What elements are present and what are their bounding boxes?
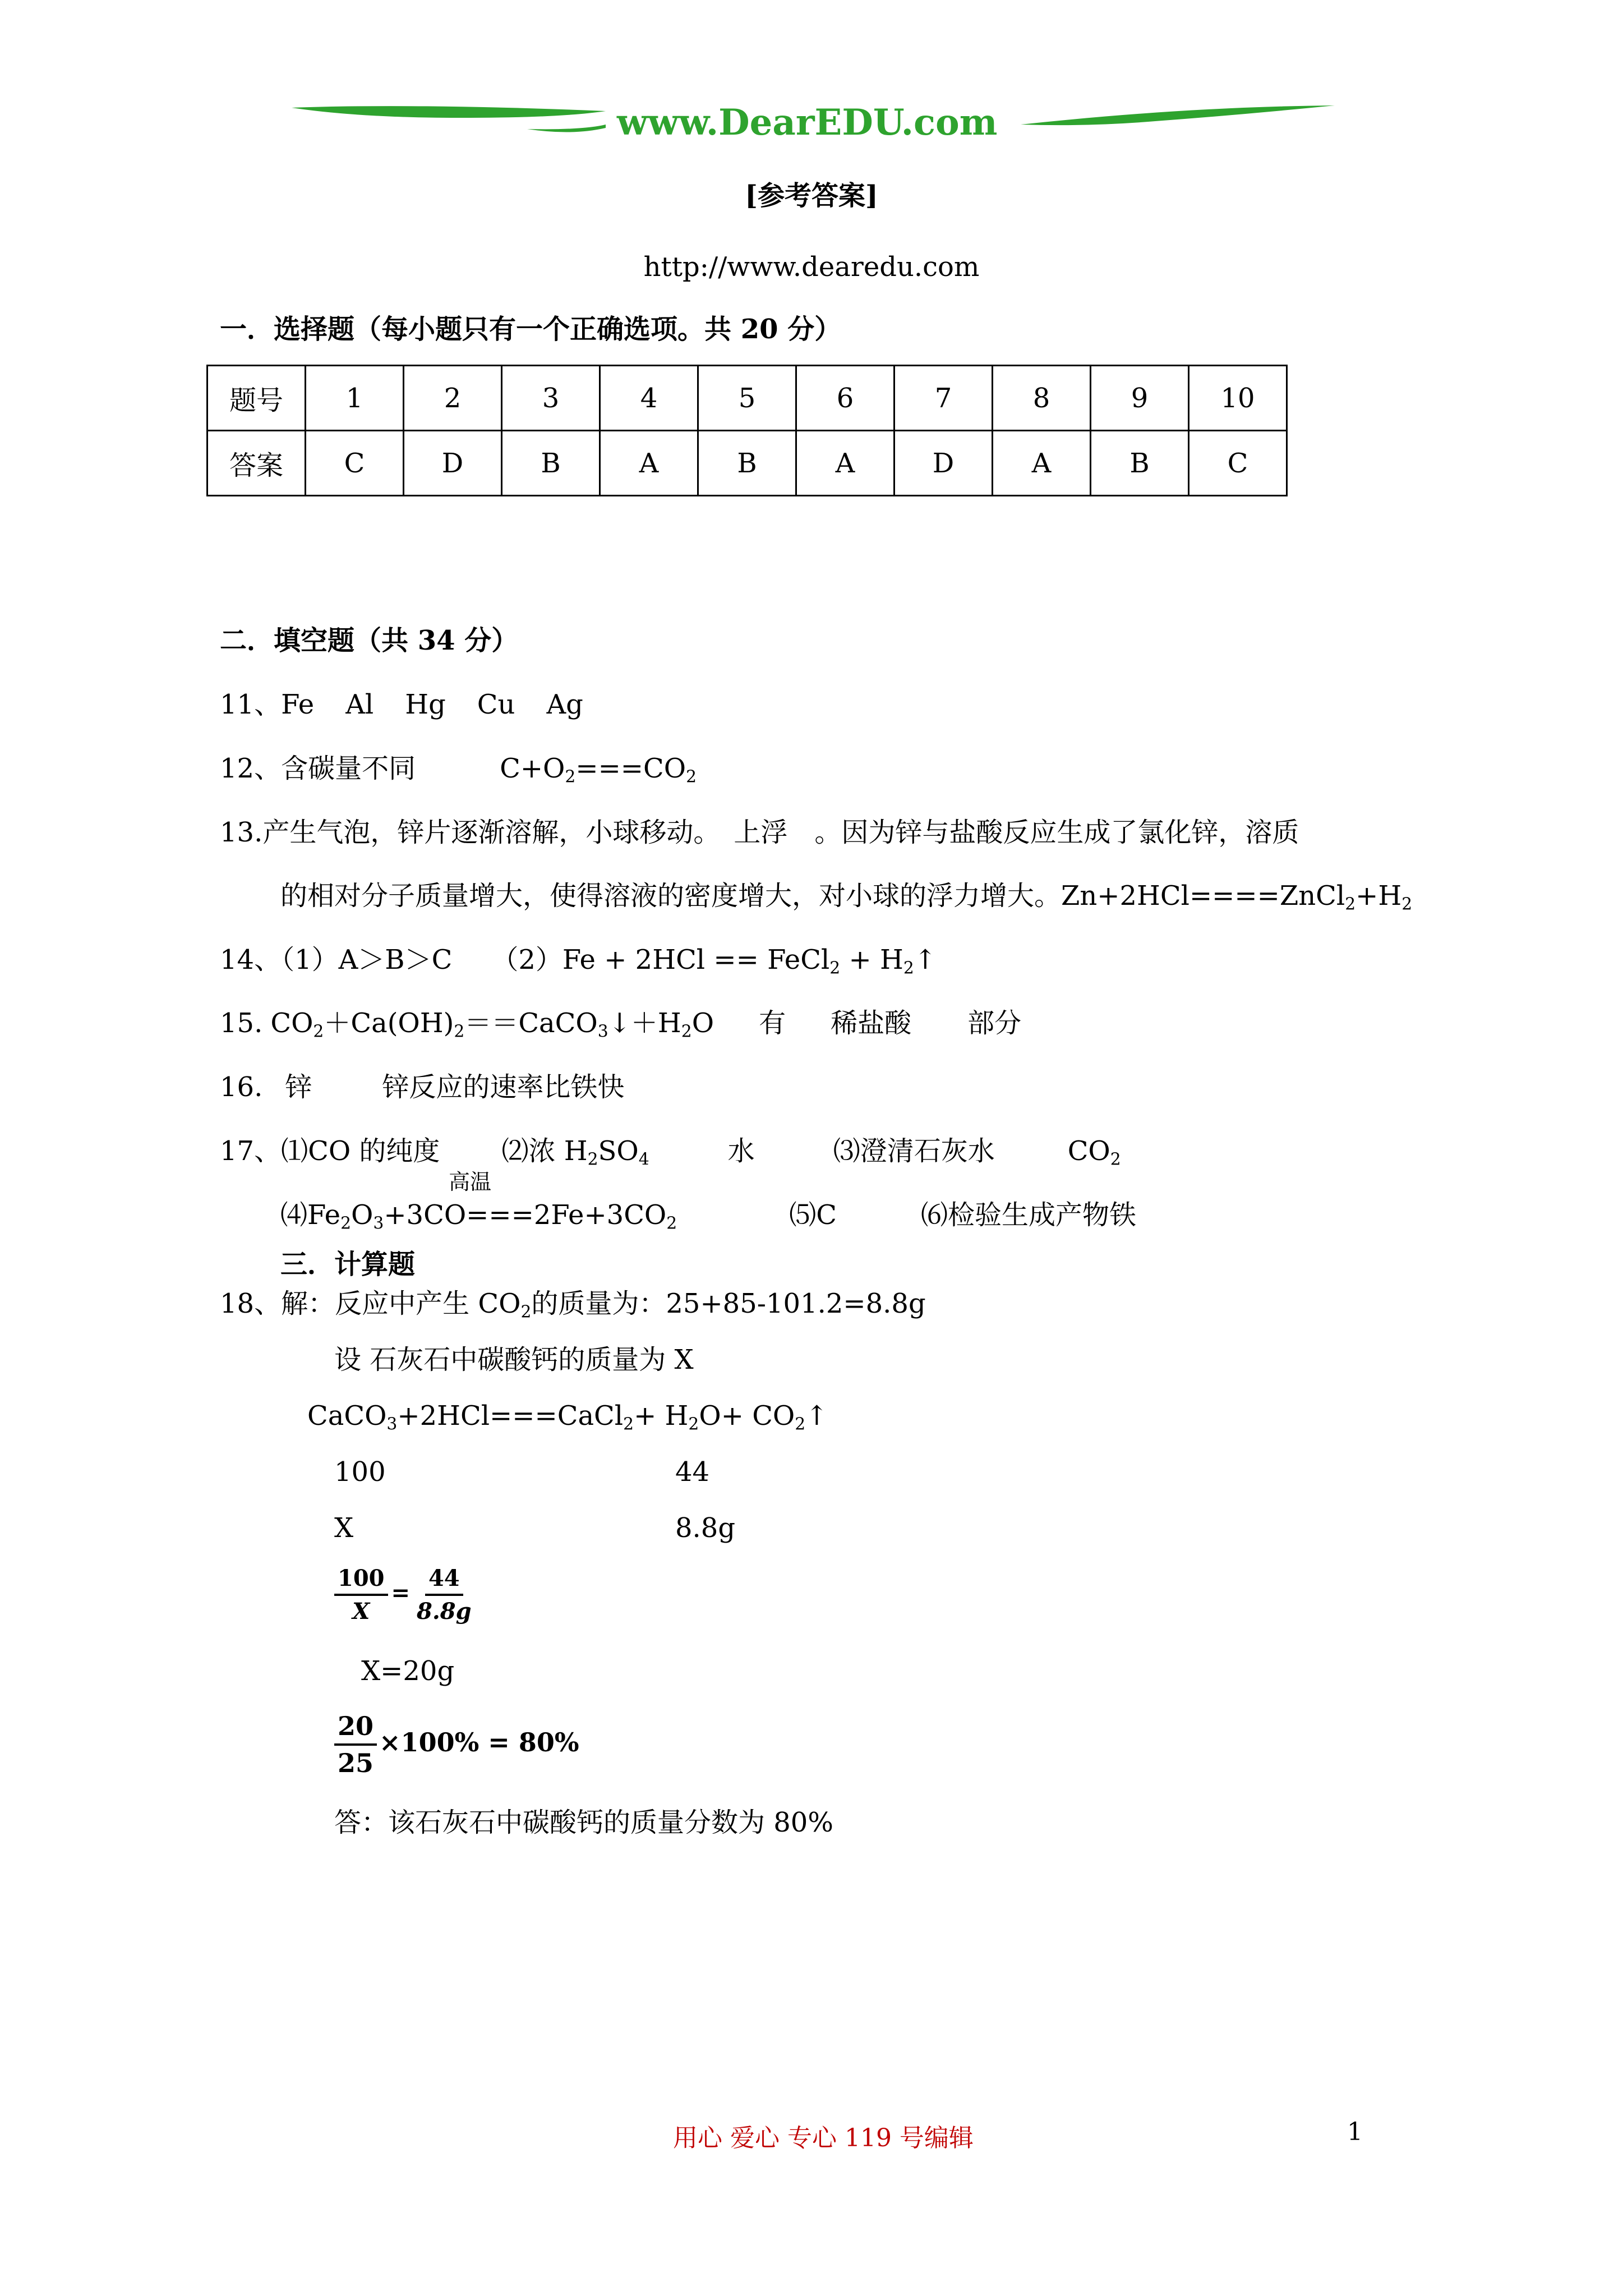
table-cell: A — [796, 431, 895, 496]
q18-answer: 答：该石灰石中碳酸钙的质量分数为 80% — [334, 1807, 833, 1838]
question-number: 16. — [220, 1071, 263, 1103]
table-cell: D — [895, 431, 993, 496]
page-number: 1 — [1347, 2118, 1363, 2146]
reaction-condition: 高温 — [449, 1170, 492, 1194]
answer-table — [206, 365, 1288, 496]
table-cell: D — [404, 431, 502, 496]
question-number: 17、 — [220, 1135, 282, 1167]
question-number: 14、 — [220, 944, 282, 976]
table-cell: 1 — [306, 366, 404, 431]
banner-left-tail — [527, 125, 606, 132]
table-row-numbers — [208, 366, 1287, 431]
q12-line — [220, 753, 697, 787]
answer-item: Cu — [477, 689, 515, 720]
section1-heading: 一．选择题（每小题只有一个正确选项。共 20 分） — [220, 314, 842, 345]
up-arrow-icon: ↑ — [914, 944, 937, 976]
table-cell: A — [993, 431, 1091, 496]
doc-title: [参考答案] — [745, 180, 878, 211]
answer-item: Fe — [281, 689, 315, 720]
table-header-cell: 答案 — [208, 431, 306, 496]
question-number: 18、 — [220, 1288, 282, 1319]
table-cell: C — [1189, 431, 1287, 496]
table-cell: 7 — [895, 366, 993, 431]
doc-url[interactable]: http://www.dearedu.com — [643, 251, 980, 283]
question-number: 13. — [220, 817, 263, 848]
q18-result: X=20g — [361, 1655, 455, 1687]
answer-text: （1）A＞B＞C — [281, 944, 453, 976]
table-cell: 8 — [993, 366, 1091, 431]
banner-right-swoosh — [1021, 105, 1335, 125]
table-cell: B — [502, 431, 600, 496]
table-header-cell: 题号 — [208, 366, 306, 431]
q18-equation: CaCO$_3$+2HCl===CaCl$_2$+ $H_2O+$ $CO_2↑$ — [307, 1400, 828, 1434]
q15-line: 15. $CO_2+Ca(OH)_2==CaCO_3↓+H_2O$ 有 稀盐酸 部分 — [220, 1007, 1022, 1042]
answer-text: 含碳量不同 — [281, 753, 416, 784]
table-cell: B — [1091, 431, 1189, 496]
table-cell: 10 — [1189, 366, 1287, 431]
q18-line2: 设 石灰石中碳酸钙的质量为 X — [334, 1344, 694, 1375]
equation: $C+O_2===CO_2$ — [500, 753, 697, 787]
q18-percentage: $\frac{20}{25}$ ×100% = 80% — [334, 1711, 579, 1778]
table-cell: B — [698, 431, 796, 496]
section2-heading: 二．填空题（共 34 分） — [220, 625, 519, 656]
question-number: 12、 — [220, 753, 282, 784]
question-number: 15. — [220, 1007, 263, 1039]
q13-line2: 的相对分子质量增大，使得溶液的密度增大，对小球的浮力增大。$Zn+2HCl====ZnCl_2+H_2$ — [280, 880, 1413, 914]
table-row-answers — [208, 431, 1287, 496]
q18-ratio-row2: X — [334, 1512, 354, 1544]
up-arrow-icon: ↑ — [805, 1400, 828, 1432]
q18-line1: 18、解：反应中产生 $CO_2$的质量为：25+85-101.2=8.8g — [220, 1288, 926, 1322]
q17-line1: 17、⑴CO 的纯度 ⑵浓 $H_2SO_4$ 水 ⑶澄清石灰水 $CO_2$ — [220, 1135, 1121, 1170]
q14-line: 14、（1）A＞B＞C （2）Fe + 2HCl == FeCl$_2$ + $H_2↑$ — [220, 944, 937, 978]
equation: $CO_2+Ca(OH)_2==CaCO_3↓+H_2O$ — [270, 1007, 714, 1042]
q13-line1 — [220, 819, 1299, 846]
q18-ratio-row1: 100 — [334, 1456, 386, 1488]
table-cell: 9 — [1091, 366, 1189, 431]
table-cell: 3 — [502, 366, 600, 431]
table-cell: A — [600, 431, 698, 496]
table-cell: 4 — [600, 366, 698, 431]
answer-item: Al — [345, 689, 374, 720]
site-banner-logo — [292, 95, 1335, 163]
banner-left-swoosh — [292, 106, 606, 118]
q11-line — [220, 691, 583, 718]
q17-line2: $⑷Fe_2O_3+3CO===2Fe+3CO_2$ ⑸C ⑹检验生成产物铁 — [280, 1199, 1136, 1234]
section3-heading: 三．计算题 — [280, 1249, 416, 1280]
answer-item: Ag — [546, 689, 583, 720]
q16-line: 16. 锌 锌反应的速率比铁快 — [220, 1071, 625, 1103]
answer-text: 产生气泡，锌片逐渐溶解，小球移动。 上浮 。因为锌与盐酸反应生成了氯化锌，溶质 — [262, 817, 1299, 848]
table-cell: 5 — [698, 366, 796, 431]
table-cell: 6 — [796, 366, 895, 431]
q18-proportion: $\frac{100}{X}$ = $\frac{44}{8.8g}$ — [334, 1565, 475, 1625]
q18-ratio-row1b: 44 — [675, 1456, 710, 1488]
table-cell: 2 — [404, 366, 502, 431]
table-cell: C — [306, 431, 404, 496]
question-number: 11、 — [220, 689, 282, 720]
q18-ratio-row2b: 8.8g — [675, 1512, 736, 1544]
answer-item: Hg — [405, 689, 446, 720]
footer-text: 用心 爱心 专心 119 号编辑 — [673, 2124, 974, 2152]
banner-logo-text: www.DearEDU.com — [617, 102, 998, 144]
